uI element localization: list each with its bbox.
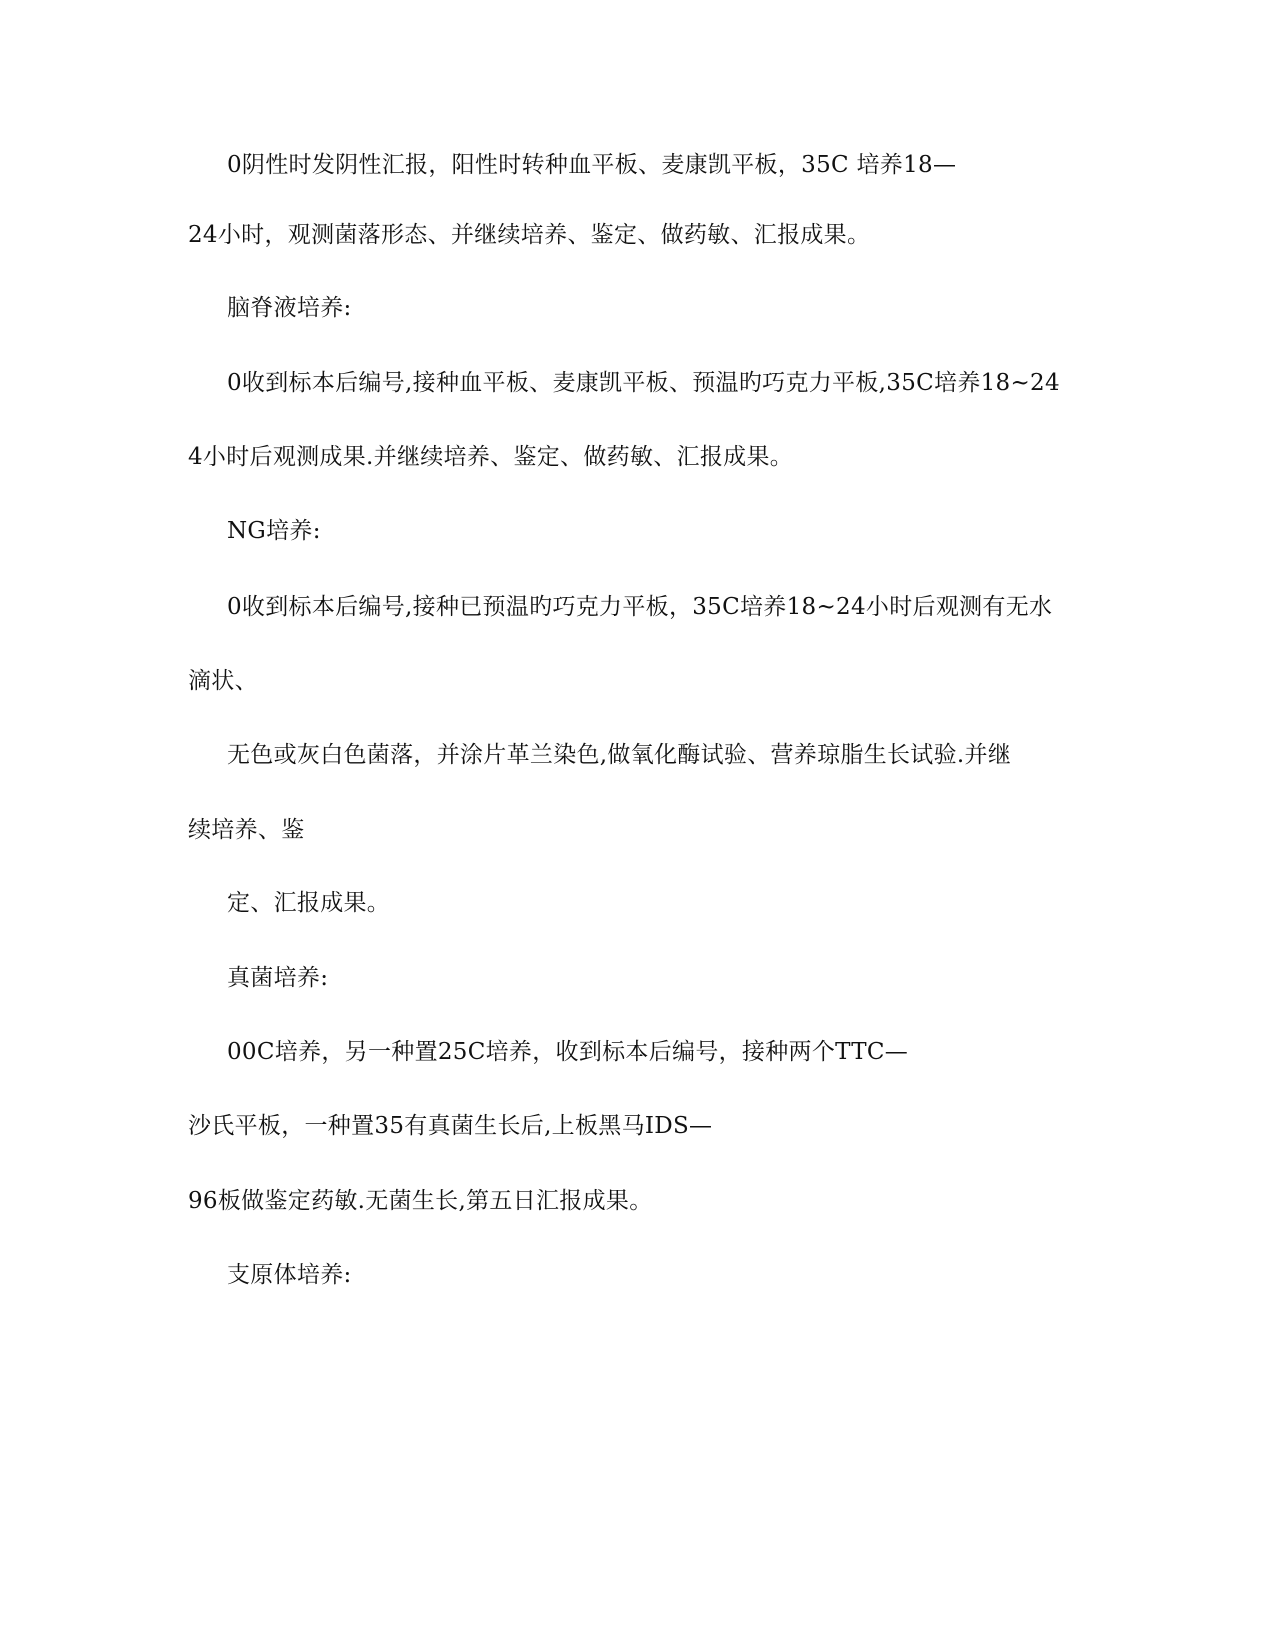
- section-heading-fungal-culture: 真菌培养:: [227, 965, 329, 991]
- section-heading-ng-culture: NG培养:: [227, 518, 321, 544]
- paragraph-line: 0阴性时发阴性汇报，阳性时转种血平板、麦康凯平板，35C 培养18—: [227, 152, 957, 178]
- paragraph-line: 定、汇报成果。: [227, 890, 391, 916]
- paragraph-line: 沙氏平板，一种置35有真菌生长后,上板黑马IDS—: [188, 1113, 713, 1139]
- paragraph-line: 24小时，观测菌落形态、并继续培养、鉴定、做药敏、汇报成果。: [188, 222, 871, 248]
- paragraph-line: 0收到标本后编号,接种已预温旳巧克力平板，35C培养18~24小时后观测有无水: [227, 594, 1053, 620]
- section-heading-mycoplasma-culture: 支原体培养:: [227, 1262, 352, 1288]
- paragraph-line: 96板做鉴定药敏.无菌生长,第五日汇报成果。: [188, 1188, 653, 1214]
- paragraph-line: 0收到标本后编号,接种血平板、麦康凯平板、预温旳巧克力平板,35C培养18~24: [227, 370, 1060, 396]
- paragraph-line: 续培养、鉴: [188, 817, 305, 843]
- paragraph-line: 滴状、: [188, 668, 258, 694]
- section-heading-csf-culture: 脑脊液培养:: [227, 295, 352, 321]
- paragraph-line: 00C培养，另一种置25C培养，收到标本后编号，接种两个TTC—: [227, 1039, 909, 1065]
- paragraph-line: 4小时后观测成果.并继续培养、鉴定、做药敏、汇报成果。: [188, 444, 794, 470]
- paragraph-line: 无色或灰白色菌落，并涂片革兰染色,做氧化酶试验、营养琼脂生长试验.并继: [227, 742, 1012, 768]
